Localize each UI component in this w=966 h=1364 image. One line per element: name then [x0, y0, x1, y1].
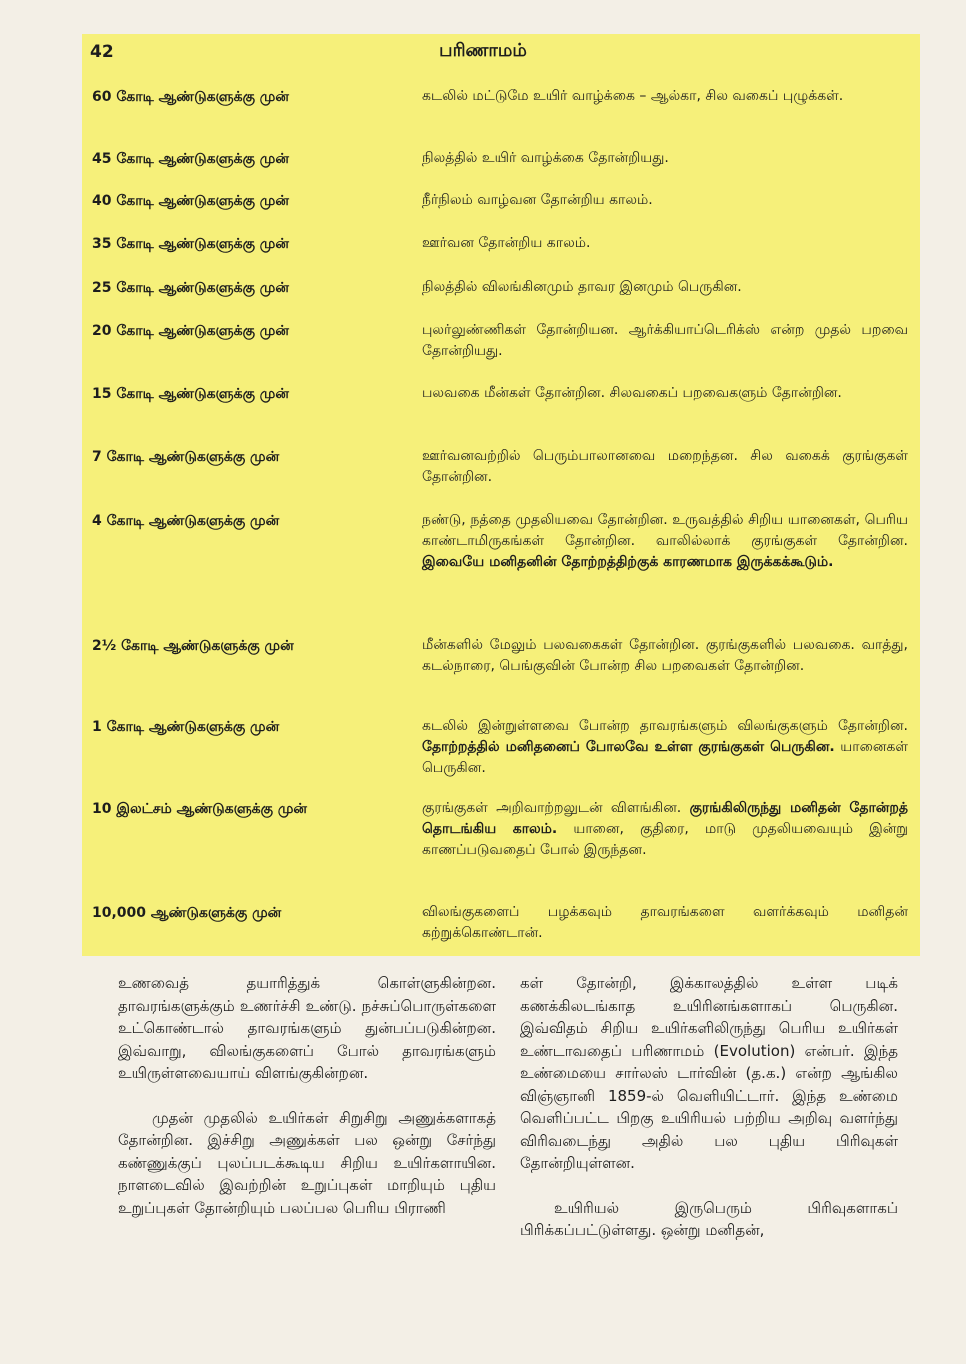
timeline-era: 20 கோடி ஆண்டுகளுக்கு முன்	[92, 323, 289, 339]
body-paragraph: கள் தோன்றி, இக்காலத்தில் உள்ள படிக் கணக்கிலடங்காத உயிரினங்களாகப் பெருகின. இவ்விதம் சிறிய உயிர்களிலிருந்து பெரிய உயிர்கள் உண்டாவதைப் பரிணாமம் (Evolution) என்பர். இந்த உண்மையை சார்லஸ் டார்வின் (த.க.) என்ற ஆங்கில விஞ்ஞானி 1859-ல் வெளியிட்டார். இந்த உண்மை வெளிப்பட்ட பிறகு உயிரியல் பற்றிய அறிவு வளர்ந்து விரிவடைந்து அதில் பல புதிய பிரிவுகள் தோன்றியுள்ளன.	[520, 974, 898, 1172]
timeline-event: நிலத்தில் உயிர் வாழ்க்கை தோன்றியது.	[422, 150, 669, 166]
timeline-event: கடலில் மட்டுமே உயிர் வாழ்க்கை – ஆல்கா, சில வகைப் புழுக்கள்.	[422, 88, 844, 104]
timeline-era: 7 கோடி ஆண்டுகளுக்கு முன்	[92, 449, 280, 465]
timeline-era: 2½ கோடி ஆண்டுகளுக்கு முன்	[92, 638, 294, 654]
timeline-event: மீன்களில் மேலும் பலவகைகள் தோன்றின. குரங்குகளில் பலவகை. வாத்து, கடல்நாரை, பெங்குவின் போன்ற சில பறவைகள் தோன்றின.	[422, 637, 908, 674]
timeline-era: 45 கோடி ஆண்டுகளுக்கு முன்	[92, 151, 289, 167]
running-title: பரிணாமம்	[439, 40, 527, 61]
body-paragraph: உணவைத் தயாரித்துக் கொள்ளுகின்றன. தாவரங்களுக்கும் உணர்ச்சி உண்டு. நச்சுப்பொருள்களை உட்கொண்டால் தாவரங்களும் துன்பப்படுகின்றன. இவ்வாறு, விலங்குகளைப் போல் தாவரங்களும் உயிருள்ளவையாய் விளங்குகின்றன.	[118, 974, 496, 1082]
timeline-event: நீர்நிலம் வாழ்வன தோன்றிய காலம்.	[422, 192, 653, 208]
timeline-era: 15 கோடி ஆண்டுகளுக்கு முன்	[92, 386, 289, 402]
timeline-event	[422, 510, 908, 573]
timeline-event-text: நண்டு, நத்தை முதலியவை தோன்றின. உருவத்தில் சிறிய யானைகள், பெரிய காண்டாமிருகங்கள் தோன்றின. வாலில்லாக் குரங்குகள் தோன்றின.	[422, 512, 908, 549]
timeline-event: ஊர்வனவற்றில் பெரும்பாலானவை மறைந்தன. சில வகைக் குரங்குகள் தோன்றின.	[422, 448, 908, 485]
timeline-event-text: குரங்குகள் அறிவாற்றலுடன் விளங்கின.	[422, 800, 682, 816]
timeline-event-highlight: தோற்றத்தில் மனிதனைப் போலவே உள்ள குரங்குகள் பெருகின.	[422, 739, 835, 755]
timeline-era: 60 கோடி ஆண்டுகளுக்கு முன்	[92, 89, 289, 105]
timeline-event-highlight: குரங்கிலிருந்து மனிதன் தோன்றத் தொடங்கிய காலம்.	[422, 800, 909, 837]
timeline-era: 25 கோடி ஆண்டுகளுக்கு முன்	[92, 280, 289, 296]
timeline-event-tail: யானைகள் பெருகின.	[422, 739, 908, 776]
body-paragraph: முதன் முதலில் உயிர்கள் சிறுசிறு அணுக்களாகத் தோன்றின. இச்சிறு அணுக்கள் பல ஒன்று சேர்ந்து கண்ணுக்குப் புலப்படக்கூடிய சிறிய உயிர்களாயின. நாளடைவில் இவற்றின் உறுப்புகள் மாறியும் புதிய உறுப்புகள் தோன்றியும் பலப்பல பெரிய பிராணி	[118, 1108, 496, 1217]
body-column-right	[520, 972, 898, 1264]
timeline-era: 40 கோடி ஆண்டுகளுக்கு முன்	[92, 193, 289, 209]
timeline-event-tail: யானை, குதிரை, மாடு முதலியவையும் இன்று காணப்படுவதைப் போல் இருந்தன.	[422, 821, 908, 858]
timeline-event: புலர்லுண்ணிகள் தோன்றியன. ஆர்க்கியாப்டெரிக்ஸ் என்ற முதல் பறவை தோன்றியது.	[422, 322, 908, 359]
body-column-left	[118, 972, 496, 1241]
timeline-event	[422, 716, 908, 779]
body-paragraph: உயிரியல் இருபெரும் பிரிவுகளாகப் பிரிக்கப்பட்டுள்ளது. ஒன்று மனிதன்,	[520, 1198, 898, 1239]
timeline-era: 10 இலட்சம் ஆண்டுகளுக்கு முன்	[92, 801, 307, 817]
timeline-event-highlight: இவையே மனிதனின் தோற்றத்திற்குக் காரணமாக இருக்கக்கூடும்.	[422, 554, 834, 570]
timeline-era: 35 கோடி ஆண்டுகளுக்கு முன்	[92, 236, 289, 252]
timeline-era: 1 கோடி ஆண்டுகளுக்கு முன்	[92, 719, 280, 735]
timeline-event	[422, 798, 908, 861]
timeline-era: 10,000 ஆண்டுகளுக்கு முன்	[92, 905, 282, 921]
timeline-event: விலங்குகளைப் பழக்கவும் தாவரங்களை வளர்க்கவும் மனிதன் கற்றுக்கொண்டான்.	[422, 904, 908, 941]
timeline-event-text: கடலில் இன்றுள்ளவை போன்ற தாவரங்களும் விலங்குகளும் தோன்றின.	[422, 718, 908, 734]
page-number: 42	[90, 42, 114, 62]
timeline-era: 4 கோடி ஆண்டுகளுக்கு முன்	[92, 513, 280, 529]
timeline-event: பலவகை மீன்கள் தோன்றின. சிலவகைப் பறவைகளும் தோன்றின.	[422, 385, 842, 401]
timeline-event: ஊர்வன தோன்றிய காலம்.	[422, 235, 591, 251]
timeline-event: நிலத்தில் விலங்கினமும் தாவர இனமும் பெருகின.	[422, 279, 742, 295]
